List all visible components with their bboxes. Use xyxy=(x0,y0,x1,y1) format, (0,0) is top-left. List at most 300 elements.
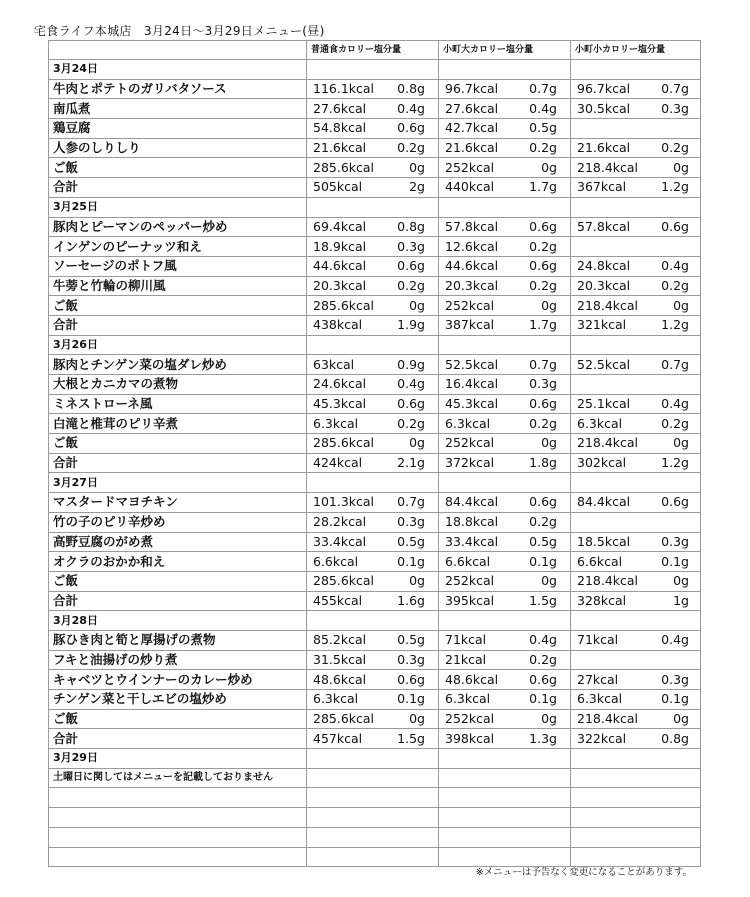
nutrition-cell xyxy=(571,591,701,611)
calorie-value: 24.8kcal xyxy=(577,258,631,274)
calorie-value: 372kcal xyxy=(445,455,495,471)
date-row xyxy=(49,749,701,769)
salt-value: 1.2g xyxy=(661,179,689,195)
calorie-value: 63kcal xyxy=(313,356,355,372)
empty-cell xyxy=(307,60,439,80)
menu-item-row xyxy=(49,158,701,178)
nutrition-cell xyxy=(439,256,571,276)
dish-name: 合計 xyxy=(49,591,307,611)
salt-value: 0.4g xyxy=(661,258,689,274)
nutrition-cell xyxy=(307,690,439,710)
salt-value: 1.2g xyxy=(661,317,689,333)
nutrition-cell xyxy=(439,315,571,335)
empty-cell xyxy=(307,847,439,867)
menu-item-row xyxy=(49,591,701,611)
calorie-value: 18.8kcal xyxy=(445,514,499,530)
nutrition-cell xyxy=(307,158,439,178)
salt-value: 0g xyxy=(673,573,689,589)
salt-value: 0.1g xyxy=(529,691,557,707)
nutrition-cell xyxy=(439,414,571,434)
calorie-value: 395kcal xyxy=(445,592,495,608)
salt-value: 0.1g xyxy=(661,553,689,569)
salt-value: 0.5g xyxy=(529,120,557,136)
date-label: 3月29日 xyxy=(49,749,307,769)
dish-name: インゲンのピーナッツ和え xyxy=(49,237,307,257)
nutrition-cell xyxy=(307,512,439,532)
salt-value: 0.1g xyxy=(397,553,425,569)
nutrition-cell xyxy=(571,630,701,650)
dish-name: 豚肉とピーマンのペッパー炒め xyxy=(49,217,307,237)
calorie-value: 33.4kcal xyxy=(445,533,499,549)
salt-value: 0.1g xyxy=(397,691,425,707)
nutrition-cell xyxy=(439,532,571,552)
menu-item-row xyxy=(49,217,701,237)
empty-cell xyxy=(439,611,571,631)
salt-value: 0g xyxy=(541,435,557,451)
calorie-value: 96.7kcal xyxy=(445,81,499,97)
calorie-value: 252kcal xyxy=(445,159,495,175)
nutrition-cell xyxy=(439,237,571,257)
salt-value: 0g xyxy=(541,159,557,175)
calorie-value: 6.3kcal xyxy=(313,415,359,431)
dish-name: チンゲン菜と干しエビの塩炒め xyxy=(49,690,307,710)
salt-value: 0.9g xyxy=(397,356,425,372)
nutrition-cell xyxy=(307,375,439,395)
nutrition-cell xyxy=(307,217,439,237)
empty-cell xyxy=(307,473,439,493)
dish-name: フキと油揚げの炒り煮 xyxy=(49,650,307,670)
calorie-value: 16.4kcal xyxy=(445,376,499,392)
nutrition-cell xyxy=(439,690,571,710)
salt-value: 0g xyxy=(409,711,425,727)
menu-item-row xyxy=(49,453,701,473)
salt-value: 0.6g xyxy=(529,258,557,274)
empty-cell xyxy=(571,808,701,828)
calorie-value: 218.4kcal xyxy=(577,159,639,175)
calorie-value: 285.6kcal xyxy=(313,573,375,589)
nutrition-cell xyxy=(571,394,701,414)
calorie-value: 457kcal xyxy=(313,730,363,746)
saturday-notice: 土曜日に関してはメニューを記載しておりません xyxy=(49,768,307,788)
salt-value: 0g xyxy=(541,573,557,589)
empty-cell xyxy=(49,827,307,847)
calorie-value: 455kcal xyxy=(313,592,363,608)
salt-value: 0.2g xyxy=(397,277,425,293)
empty-cell xyxy=(439,60,571,80)
menu-item-row xyxy=(49,119,701,139)
calorie-value: 52.5kcal xyxy=(445,356,499,372)
calorie-value: 6.6kcal xyxy=(313,553,359,569)
dish-name: 合計 xyxy=(49,315,307,335)
menu-item-row xyxy=(49,729,701,749)
nutrition-cell xyxy=(439,434,571,454)
nutrition-cell xyxy=(307,591,439,611)
menu-item-row xyxy=(49,138,701,158)
salt-value: 0.2g xyxy=(529,514,557,530)
empty-cell xyxy=(307,788,439,808)
salt-value: 0.5g xyxy=(529,533,557,549)
salt-value: 0.8g xyxy=(661,730,689,746)
date-row xyxy=(49,611,701,631)
nutrition-cell xyxy=(571,99,701,119)
salt-value: 0.3g xyxy=(397,651,425,667)
calorie-value: 285.6kcal xyxy=(313,297,375,313)
header-komachi-large: 小町大カロリー塩分量 xyxy=(439,41,571,60)
nutrition-cell xyxy=(439,394,571,414)
nutrition-cell xyxy=(571,79,701,99)
menu-item-row xyxy=(49,552,701,572)
calorie-value: 27.6kcal xyxy=(445,100,499,116)
menu-item-row xyxy=(49,571,701,591)
salt-value: 0.1g xyxy=(529,553,557,569)
nutrition-cell xyxy=(571,532,701,552)
nutrition-cell xyxy=(307,571,439,591)
nutrition-cell xyxy=(571,493,701,513)
salt-value: 0.3g xyxy=(397,238,425,254)
nutrition-cell xyxy=(571,158,701,178)
salt-value: 0.4g xyxy=(529,632,557,648)
empty-cell xyxy=(307,808,439,828)
menu-item-row xyxy=(49,375,701,395)
empty-cell xyxy=(571,473,701,493)
dish-name: ミネストローネ風 xyxy=(49,394,307,414)
calorie-value: 25.1kcal xyxy=(577,396,631,412)
calorie-value: 20.3kcal xyxy=(445,277,499,293)
nutrition-cell xyxy=(439,375,571,395)
salt-value: 0.2g xyxy=(661,140,689,156)
calorie-value: 387kcal xyxy=(445,317,495,333)
dish-name: ご飯 xyxy=(49,158,307,178)
salt-value: 0.8g xyxy=(397,218,425,234)
empty-cell xyxy=(439,749,571,769)
empty-cell xyxy=(307,335,439,355)
calorie-value: 328kcal xyxy=(577,592,627,608)
dish-name: 竹の子のピリ辛炒め xyxy=(49,512,307,532)
empty-cell xyxy=(49,788,307,808)
date-row xyxy=(49,473,701,493)
calorie-value: 30.5kcal xyxy=(577,100,631,116)
nutrition-cell xyxy=(439,729,571,749)
salt-value: 1.2g xyxy=(661,455,689,471)
calorie-value: 321kcal xyxy=(577,317,627,333)
dish-name: 牛肉とポテトのガリバタソース xyxy=(49,79,307,99)
nutrition-cell xyxy=(571,512,701,532)
dish-name: 南瓜煮 xyxy=(49,99,307,119)
salt-value: 0.4g xyxy=(529,100,557,116)
calorie-value: 6.3kcal xyxy=(445,691,491,707)
salt-value: 0.6g xyxy=(397,120,425,136)
calorie-value: 285.6kcal xyxy=(313,159,375,175)
menu-item-row xyxy=(49,709,701,729)
salt-value: 0.6g xyxy=(661,494,689,510)
nutrition-cell xyxy=(439,650,571,670)
nutrition-cell xyxy=(307,434,439,454)
empty-cell xyxy=(571,768,701,788)
nutrition-cell xyxy=(307,256,439,276)
nutrition-cell xyxy=(571,434,701,454)
nutrition-cell xyxy=(571,414,701,434)
nutrition-cell xyxy=(571,571,701,591)
date-label: 3月24日 xyxy=(49,60,307,80)
nutrition-cell xyxy=(307,99,439,119)
salt-value: 0.2g xyxy=(661,277,689,293)
salt-value: 0g xyxy=(541,711,557,727)
salt-value: 0g xyxy=(673,435,689,451)
salt-value: 0.3g xyxy=(661,671,689,687)
header-komachi-small: 小町小カロリー塩分量 xyxy=(571,41,701,60)
salt-value: 0.6g xyxy=(529,218,557,234)
nutrition-cell xyxy=(439,355,571,375)
nutrition-cell xyxy=(307,276,439,296)
salt-value: 0.2g xyxy=(529,415,557,431)
salt-value: 0.6g xyxy=(661,218,689,234)
dish-name: 豚肉とチンゲン菜の塩ダレ炒め xyxy=(49,355,307,375)
dish-name: マスタードマヨチキン xyxy=(49,493,307,513)
salt-value: 1.9g xyxy=(397,317,425,333)
calorie-value: 252kcal xyxy=(445,711,495,727)
dish-name: 合計 xyxy=(49,453,307,473)
salt-value: 0g xyxy=(409,297,425,313)
calorie-value: 27.6kcal xyxy=(313,100,367,116)
nutrition-cell xyxy=(571,237,701,257)
salt-value: 0.7g xyxy=(397,494,425,510)
salt-value: 0.6g xyxy=(529,494,557,510)
calorie-value: 28.2kcal xyxy=(313,514,367,530)
menu-item-row xyxy=(49,237,701,257)
nutrition-cell xyxy=(307,630,439,650)
menu-table-body xyxy=(49,41,701,867)
menu-item-row xyxy=(49,178,701,198)
calorie-value: 6.3kcal xyxy=(445,415,491,431)
salt-value: 1g xyxy=(673,592,689,608)
menu-item-row xyxy=(49,276,701,296)
calorie-value: 218.4kcal xyxy=(577,435,639,451)
nutrition-cell xyxy=(439,552,571,572)
nutrition-cell xyxy=(439,296,571,316)
nutrition-cell xyxy=(307,493,439,513)
salt-value: 0g xyxy=(673,297,689,313)
calorie-value: 52.5kcal xyxy=(577,356,631,372)
empty-cell xyxy=(307,768,439,788)
date-row xyxy=(49,60,701,80)
salt-value: 1.7g xyxy=(529,179,557,195)
calorie-value: 71kcal xyxy=(445,632,487,648)
empty-cell xyxy=(307,827,439,847)
header-regular: 普通食カロリー塩分量 xyxy=(307,41,439,60)
dish-name: 大根とカニカマの煮物 xyxy=(49,375,307,395)
blank-row xyxy=(49,808,701,828)
blank-row xyxy=(49,827,701,847)
empty-cell xyxy=(571,60,701,80)
calorie-value: 21.6kcal xyxy=(445,140,499,156)
calorie-value: 31.5kcal xyxy=(313,651,367,667)
salt-value: 0.4g xyxy=(397,376,425,392)
dish-name: ご飯 xyxy=(49,434,307,454)
date-row xyxy=(49,335,701,355)
calorie-value: 85.2kcal xyxy=(313,632,367,648)
calorie-value: 6.6kcal xyxy=(577,553,623,569)
blank-row xyxy=(49,788,701,808)
nutrition-cell xyxy=(307,237,439,257)
nutrition-cell xyxy=(571,296,701,316)
dish-name: キャベツとウインナーのカレー炒め xyxy=(49,670,307,690)
nutrition-cell xyxy=(571,453,701,473)
salt-value: 0.4g xyxy=(661,632,689,648)
empty-cell xyxy=(439,197,571,217)
calorie-value: 44.6kcal xyxy=(313,258,367,274)
dish-name: ソーセージのポトフ風 xyxy=(49,256,307,276)
menu-item-row xyxy=(49,512,701,532)
nutrition-cell xyxy=(571,276,701,296)
empty-cell xyxy=(571,611,701,631)
nutrition-cell xyxy=(307,138,439,158)
menu-item-row xyxy=(49,256,701,276)
dish-name: 人参のしりしり xyxy=(49,138,307,158)
dish-name: 豚ひき肉と筍と厚揚げの煮物 xyxy=(49,630,307,650)
salt-value: 0.6g xyxy=(529,396,557,412)
menu-item-row xyxy=(49,434,701,454)
salt-value: 0.2g xyxy=(529,277,557,293)
calorie-value: 252kcal xyxy=(445,297,495,313)
salt-value: 0.2g xyxy=(397,140,425,156)
calorie-value: 21.6kcal xyxy=(313,140,367,156)
calorie-value: 20.3kcal xyxy=(577,277,631,293)
nutrition-cell xyxy=(571,355,701,375)
calorie-value: 69.4kcal xyxy=(313,218,367,234)
menu-item-row xyxy=(49,493,701,513)
nutrition-cell xyxy=(571,138,701,158)
calorie-value: 6.3kcal xyxy=(577,415,623,431)
salt-value: 0g xyxy=(541,297,557,313)
salt-value: 2.1g xyxy=(397,455,425,471)
empty-cell xyxy=(439,788,571,808)
nutrition-cell xyxy=(439,630,571,650)
nutrition-cell xyxy=(439,512,571,532)
salt-value: 0g xyxy=(673,711,689,727)
salt-value: 1.8g xyxy=(529,455,557,471)
calorie-value: 424kcal xyxy=(313,455,363,471)
salt-value: 0.6g xyxy=(397,258,425,274)
nutrition-cell xyxy=(307,650,439,670)
calorie-value: 57.8kcal xyxy=(445,218,499,234)
salt-value: 0g xyxy=(409,573,425,589)
calorie-value: 18.9kcal xyxy=(313,238,367,254)
dish-name: 牛蒡と竹輪の柳川風 xyxy=(49,276,307,296)
calorie-value: 101.3kcal xyxy=(313,494,375,510)
salt-value: 0.2g xyxy=(529,140,557,156)
header-blank xyxy=(49,41,307,60)
salt-value: 0.7g xyxy=(529,81,557,97)
calorie-value: 45.3kcal xyxy=(445,396,499,412)
nutrition-cell xyxy=(439,670,571,690)
salt-value: 0.2g xyxy=(529,238,557,254)
calorie-value: 84.4kcal xyxy=(577,494,631,510)
calorie-value: 48.6kcal xyxy=(445,671,499,687)
menu-item-row xyxy=(49,414,701,434)
page-title: 宅食ライフ本城店 3月24日〜3月29日メニュー(昼) xyxy=(34,24,325,38)
menu-item-row xyxy=(49,99,701,119)
empty-cell xyxy=(307,749,439,769)
nutrition-cell xyxy=(439,276,571,296)
empty-cell xyxy=(307,197,439,217)
salt-value: 0.7g xyxy=(529,356,557,372)
empty-cell xyxy=(439,335,571,355)
nutrition-cell xyxy=(307,296,439,316)
date-label: 3月27日 xyxy=(49,473,307,493)
nutrition-cell xyxy=(571,375,701,395)
calorie-value: 367kcal xyxy=(577,179,627,195)
nutrition-cell xyxy=(439,591,571,611)
calorie-value: 84.4kcal xyxy=(445,494,499,510)
salt-value: 0.6g xyxy=(397,396,425,412)
salt-value: 0.2g xyxy=(661,415,689,431)
calorie-value: 57.8kcal xyxy=(577,218,631,234)
menu-item-row xyxy=(49,315,701,335)
calorie-value: 438kcal xyxy=(313,317,363,333)
nutrition-cell xyxy=(571,256,701,276)
calorie-value: 18.5kcal xyxy=(577,533,631,549)
empty-cell xyxy=(307,611,439,631)
nutrition-cell xyxy=(571,119,701,139)
calorie-value: 302kcal xyxy=(577,455,627,471)
salt-value: 0g xyxy=(673,159,689,175)
notice-row xyxy=(49,768,701,788)
date-label: 3月28日 xyxy=(49,611,307,631)
salt-value: 0.4g xyxy=(397,100,425,116)
salt-value: 0.7g xyxy=(661,356,689,372)
salt-value: 0.5g xyxy=(397,533,425,549)
calorie-value: 44.6kcal xyxy=(445,258,499,274)
dish-name: 白滝と椎茸のピリ辛煮 xyxy=(49,414,307,434)
empty-cell xyxy=(571,197,701,217)
nutrition-cell xyxy=(307,119,439,139)
menu-item-row xyxy=(49,630,701,650)
salt-value: 0.3g xyxy=(397,514,425,530)
calorie-value: 96.7kcal xyxy=(577,81,631,97)
dish-name: 高野豆腐のがめ煮 xyxy=(49,532,307,552)
calorie-value: 322kcal xyxy=(577,730,627,746)
nutrition-cell xyxy=(439,119,571,139)
dish-name: オクラのおかか和え xyxy=(49,552,307,572)
menu-table xyxy=(48,40,701,867)
calorie-value: 440kcal xyxy=(445,179,495,195)
salt-value: 0.2g xyxy=(529,651,557,667)
salt-value: 0.3g xyxy=(529,376,557,392)
menu-item-row xyxy=(49,296,701,316)
date-label: 3月25日 xyxy=(49,197,307,217)
nutrition-cell xyxy=(307,729,439,749)
calorie-value: 27kcal xyxy=(577,671,619,687)
salt-value: 0.4g xyxy=(661,396,689,412)
salt-value: 0.1g xyxy=(661,691,689,707)
calorie-value: 20.3kcal xyxy=(313,277,367,293)
dish-name: 鶏豆腐 xyxy=(49,119,307,139)
salt-value: 0.6g xyxy=(397,671,425,687)
nutrition-cell xyxy=(307,394,439,414)
dish-name: 合計 xyxy=(49,178,307,198)
empty-cell xyxy=(439,768,571,788)
salt-value: 1.3g xyxy=(529,730,557,746)
salt-value: 0.3g xyxy=(661,533,689,549)
menu-item-row xyxy=(49,355,701,375)
calorie-value: 45.3kcal xyxy=(313,396,367,412)
nutrition-cell xyxy=(307,670,439,690)
menu-item-row xyxy=(49,690,701,710)
nutrition-cell xyxy=(439,99,571,119)
calorie-value: 33.4kcal xyxy=(313,533,367,549)
nutrition-cell xyxy=(571,217,701,237)
salt-value: 0.8g xyxy=(397,81,425,97)
